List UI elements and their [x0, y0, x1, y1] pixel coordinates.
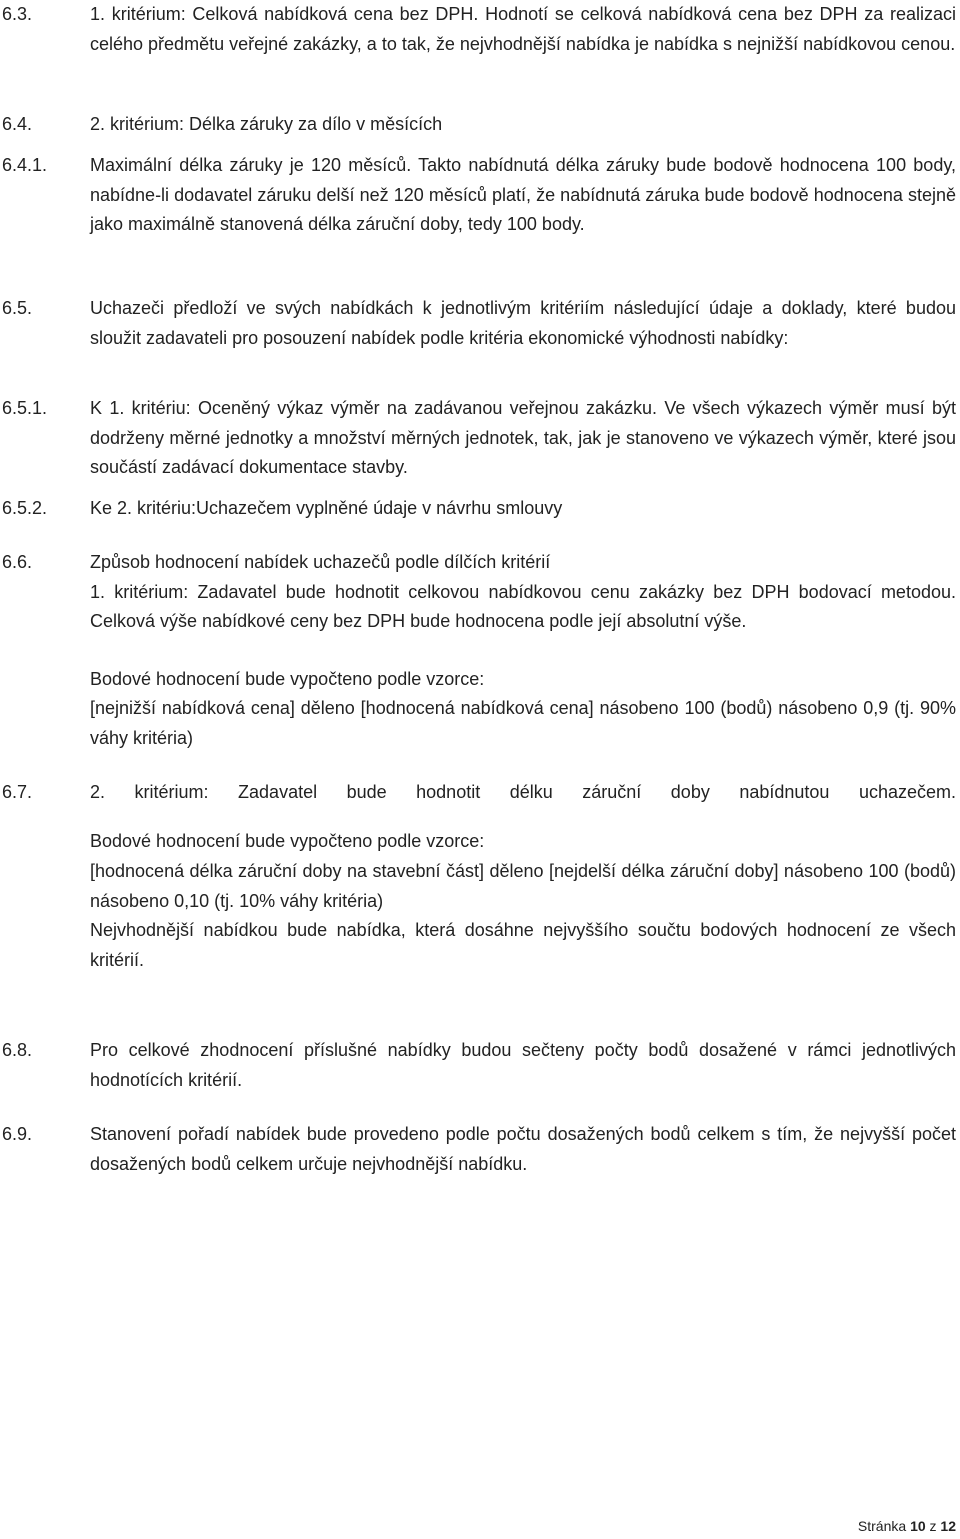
paragraph: Maximální délka záruky je 120 měsíců. Takto nabídnutá délka záruky bude bodově hodnocena 100 body, nabídne-li dodavatel záruku delší než 120 měsíců platí, že nabídnutá záruka bude bodově hodnocena stejně jako maximálně stanovená délka záruční doby, tedy 100 body. — [90, 155, 956, 234]
section-number: 6.5.1. — [2, 398, 48, 418]
section-number: 6.8. — [2, 1040, 33, 1060]
section-body — [90, 294, 956, 353]
paragraph: 2. kritérium: Zadavatel bude hodnotit délku záruční doby nabídnutou uchazečem. — [90, 782, 956, 802]
section-number: 6.4. — [2, 114, 33, 134]
section-body — [90, 0, 956, 59]
footer-prefix: Stránka — [857, 1518, 907, 1534]
paragraph: Ke 2. kritériu:Uchazečem vyplněné údaje v návrhu smlouvy — [90, 498, 563, 518]
footer-page-number: 10 — [910, 1518, 926, 1534]
page-footer — [858, 1517, 956, 1535]
paragraph: K 1. kritériu: Oceněný výkaz výměr na zadávanou veřejnou zakázku. Ve všech výkazech výměr musí být dodrženy měrné jednotky a množství měrných jednotek, tak, jak je stanoveno ve výkazech výměr, které jsou součástí zadávací dokumentace stavby. — [90, 398, 956, 477]
section-body — [90, 394, 956, 483]
paragraph: Nejvhodnější nabídkou bude nabídka, která dosáhne nejvyššího součtu bodových hodnocení ze všech kritérií. — [90, 920, 956, 970]
section-number: 6.4.1. — [2, 155, 48, 175]
paragraph: Stanovení pořadí nabídek bude provedeno podle počtu dosažených bodů celkem s tím, že nejvyšší počet dosažených bodů celkem určuje nejvhodnější nabídku. — [90, 1124, 956, 1174]
paragraph: 1. kritérium: Zadavatel bude hodnotit celkovou nabídkovou cenu zakázky bez DPH bodovací metodou. Celková výše nabídkové ceny bez DPH bude hodnocena podle její absolutní výše. — [90, 581, 956, 631]
footer-total-pages: 12 — [940, 1518, 956, 1534]
paragraph: 1. kritérium: Celková nabídková cena bez DPH. Hodnotí se celková nabídková cena bez DPH za realizaci celého předmětu veřejné zakázky, a to tak, že nejvhodnější nabídka je nabídka s nejnižší nabídkovou cenou. — [90, 4, 956, 54]
paragraph: Pro celkové zhodnocení příslušné nabídky budou sečteny počty bodů dosažené v rámci jednotlivých hodnotících kritérií. — [90, 1040, 956, 1090]
formula-intro: Bodové hodnocení bude vypočteno podle vzorce: — [90, 668, 485, 689]
section-number: 6.9. — [2, 1124, 33, 1144]
section-heading: 2. kritérium: Délka záruky za dílo v měsících — [90, 114, 443, 134]
section-body — [90, 110, 956, 140]
section-number: 6.3. — [2, 4, 33, 24]
section-number: 6.5. — [2, 298, 33, 318]
section-body — [90, 494, 956, 524]
section-body — [90, 548, 956, 753]
footer-separator: z — [929, 1518, 937, 1534]
section-number: 6.7. — [2, 782, 33, 802]
formula: [nejnižší nabídková cena] děleno [hodnocená nabídková cena] násobeno 100 (bodů) násobeno 0,9 (tj. 90% váhy kritéria) — [90, 698, 956, 748]
section-body — [90, 1036, 956, 1095]
formula-intro: Bodové hodnocení bude vypočteno podle vzorce: — [90, 830, 485, 851]
section-body — [90, 1120, 956, 1179]
section-number: 6.5.2. — [2, 498, 48, 518]
section-number: 6.6. — [2, 552, 33, 572]
section-heading: Způsob hodnocení nabídek uchazečů podle dílčích kritérií — [90, 552, 551, 572]
section-body-continued — [90, 857, 956, 975]
formula: [hodnocená délka záruční doby na stavební část] děleno [nejdelší délka záruční doby] násobeno 100 (bodů) násobeno 0,10 (tj. 10% váhy kritéria) — [90, 861, 956, 911]
section-body — [90, 778, 956, 856]
section-body — [90, 151, 956, 240]
paragraph: Uchazeči předloží ve svých nabídkách k jednotlivým kritériím následující údaje a doklady, které budou sloužit zadavateli pro posouzení nabídek podle kritéria ekonomické výhodnosti nabídky: — [90, 298, 956, 348]
